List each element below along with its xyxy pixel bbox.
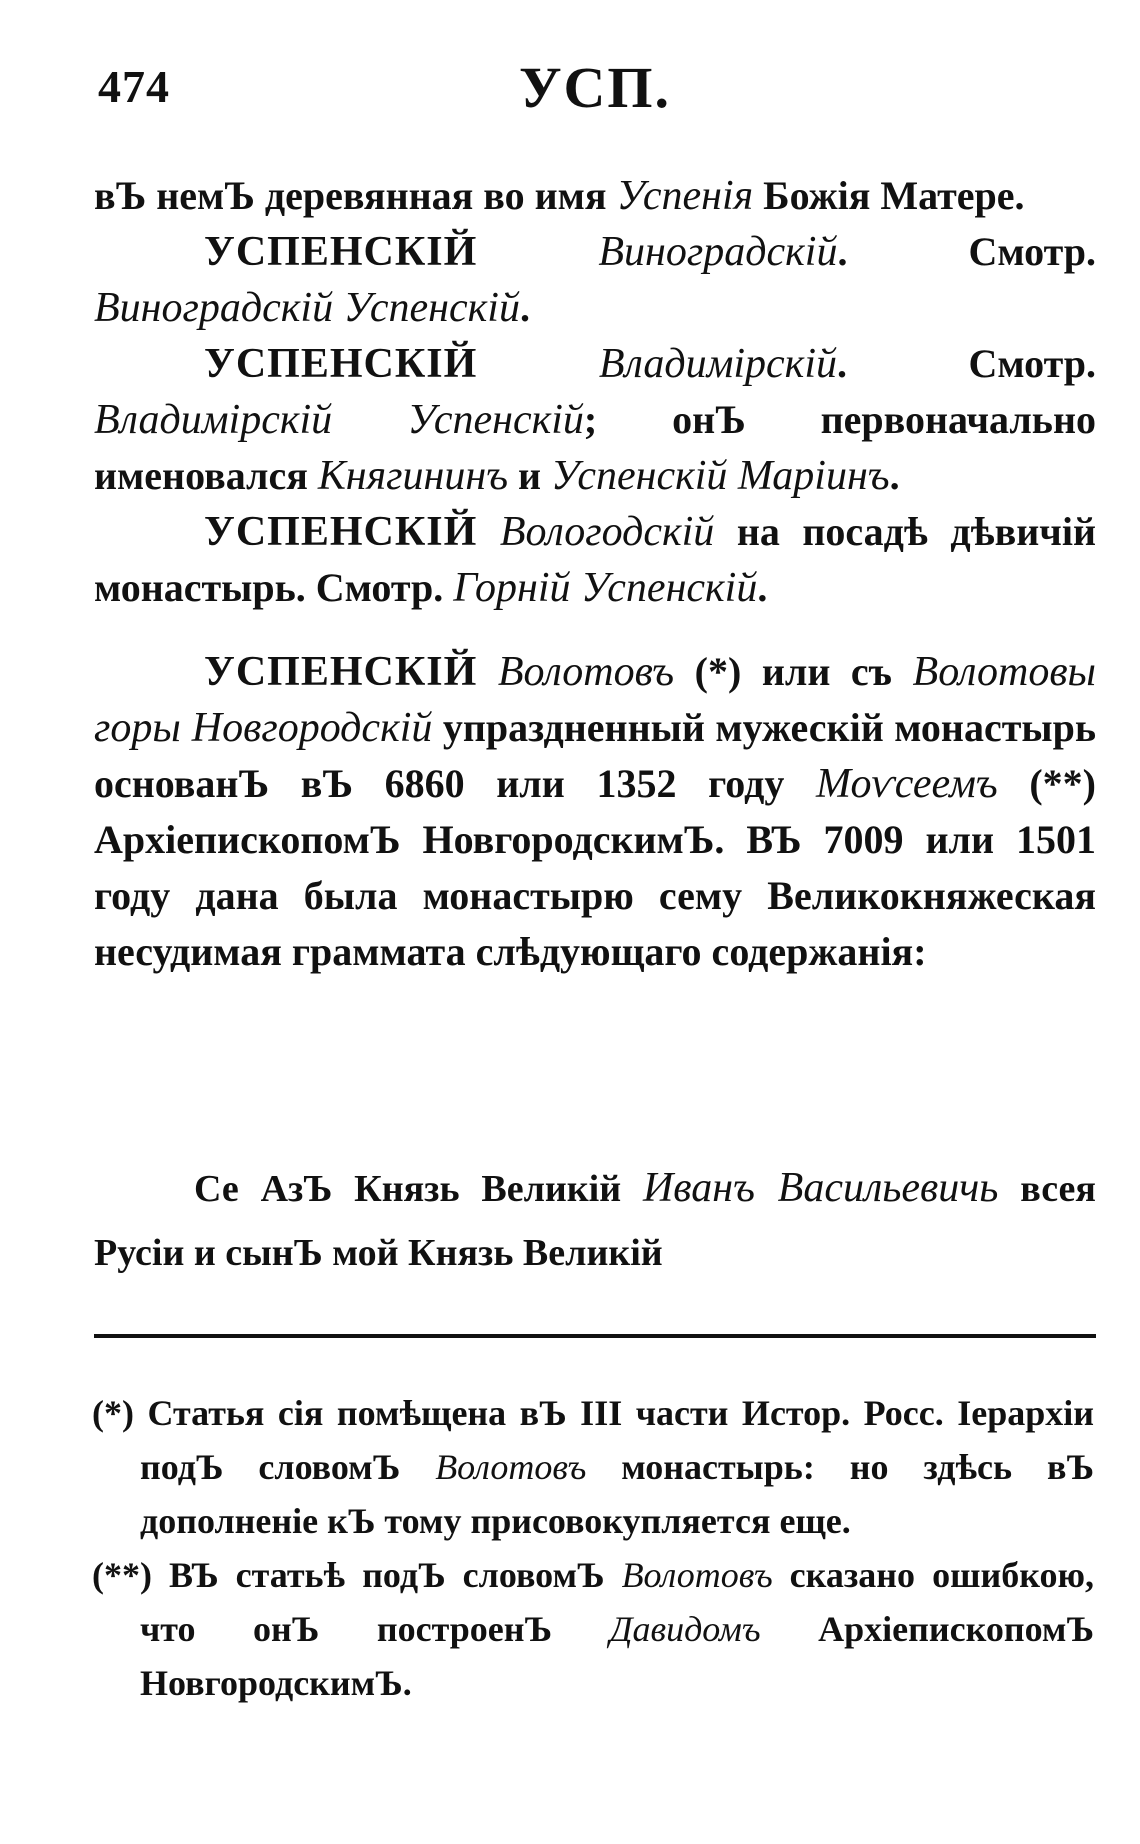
footnote-2 [92,1548,1094,1710]
entry-text: . Смотр. [837,229,1096,274]
entry-italic: Горній Успенскій [453,565,758,611]
entry-uspensky-volotov [94,644,1096,980]
entry-heading: УСПЕНСКІЙ [204,229,478,275]
entry-italic: Волотовъ [497,649,675,695]
footnote-1 [92,1386,1094,1548]
footnotes [92,1386,1094,1710]
main-text [94,168,1096,980]
entry-italic: Виноградскій [598,229,838,275]
entry-text: . [757,565,768,610]
page-header [98,48,1092,128]
entry-text: . Смотр. [837,341,1096,386]
entry-uspensky-vologodsky [94,504,1096,616]
entry-heading: УСПЕНСКІЙ [204,649,478,695]
entry-italic: Княгининъ [317,453,508,499]
footnote-italic: Волотовъ [621,1555,773,1595]
entry-italic: Виноградскій Успенскій [94,285,520,331]
entry-text: (*) или съ [674,649,913,694]
entry-italic: Владимірскій Успенскій [94,397,584,443]
footnote-divider [94,1334,1096,1338]
entry-italic: Успенія [616,173,754,219]
entry-text: упраздненный мужескій монастырь основанЪ вЪ 6860 или 1352 году [94,705,1096,806]
footnote-italic: Волотовъ [435,1447,587,1487]
running-head: УСП. [518,55,672,120]
footnote-text: (*) Статья сія помѣщена вЪ III части Истор. Росс. Іерархіи подЪ словомЪ [92,1393,1094,1487]
entry-text: (**) АрхіепископомЪ НовгородскимЪ. ВЪ 7009 или 1501 году дана была монастырю сему Великокняжеская несудимая граммата слѣдующаго содержанія: [94,761,1096,974]
entry-uspensky-vinogradsky [94,224,1096,336]
page-number: 474 [98,61,170,112]
entry-continuation [94,168,1096,224]
entry-italic: Вологодскій [499,509,715,555]
quote-text: всея Русіи и сынЪ мой Князь Великій [94,1168,1096,1274]
entry-italic: Волотовы горы Новгородскій [94,649,1096,751]
entry-italic: Успенскій Маріинъ [551,453,890,499]
entry-text: ; онЪ первоначально именовался [94,397,1096,498]
footnote-text: (**) ВЪ статьѣ подЪ словомЪ [92,1555,622,1595]
footnote-text: сказано ошибкою, что онЪ построенЪ [140,1555,1094,1649]
entry-uspensky-vladimirsky [94,336,1096,504]
entry-text: вЪ немЪ деревянная во имя [94,173,617,218]
charter-quote [94,1156,1096,1285]
footnote-text: монастырь: но здѣсь вЪ дополненіе кЪ тому присовокупляется еще. [140,1447,1094,1541]
quote-text: Се АзЪ Князь Великій [194,1168,643,1210]
entry-heading: УСПЕНСКІЙ [204,341,478,387]
entry-heading: УСПЕНСКІЙ [204,509,478,555]
entry-text: . [519,285,530,330]
entry-italic: Владимірскій [598,341,838,387]
quote-italic: Иванъ Васильевичь [642,1165,999,1211]
entry-text: . [889,453,900,498]
entry-text: и [508,453,552,498]
footnote-italic: Давидомъ [609,1609,761,1649]
entry-text: на посадѣ дѣвичій монастырь. Смотр. [94,509,1097,610]
footnote-text: АрхіепископомЪ НовгородскимЪ. [140,1609,1094,1703]
entry-italic: Моѵсеемъ [816,761,998,807]
entry-text: Божія Матере. [753,173,1025,218]
